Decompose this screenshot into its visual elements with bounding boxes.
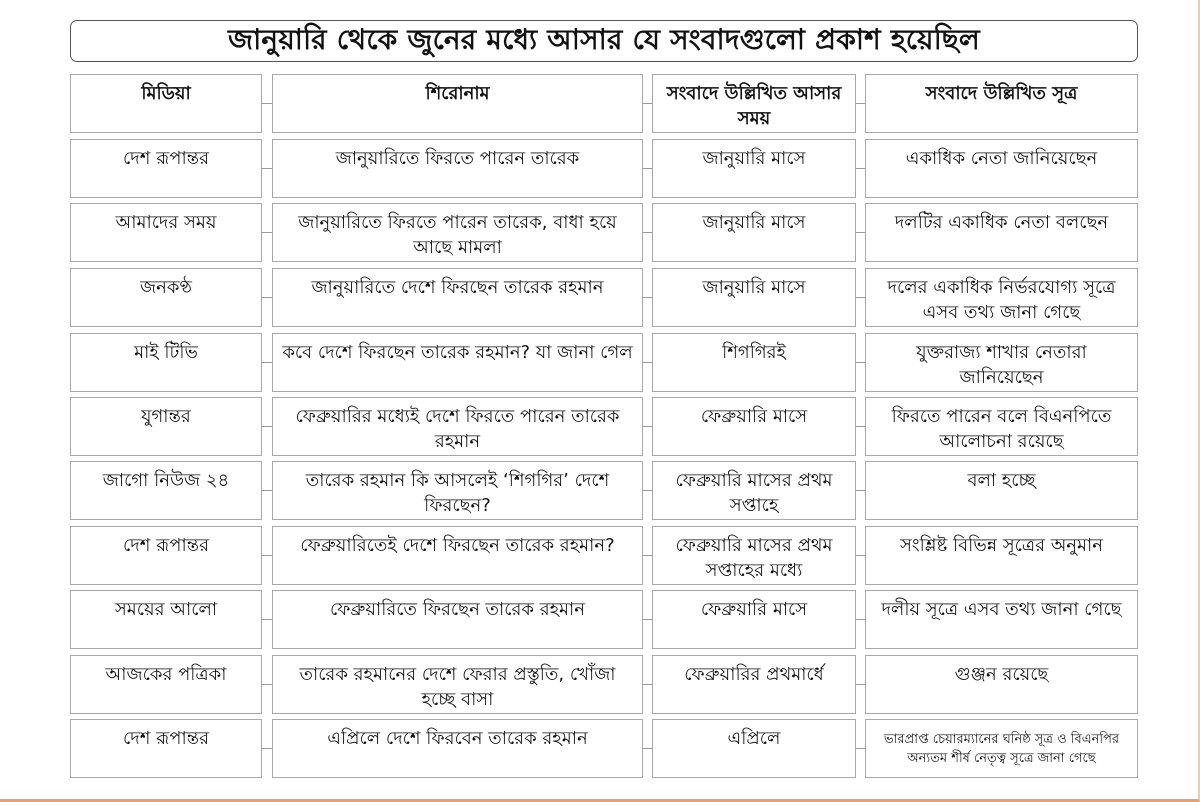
row-connector (643, 748, 652, 749)
table-cell-source: যুক্তরাজ্য শাখার নেতারা জানিয়েছেন (865, 333, 1138, 392)
table-cell-source: ফিরতে পারেন বলে বিএনপিতে আলোচনা রয়েছে (865, 397, 1138, 456)
table-cell-time: ফেব্রুয়ারি মাসের প্রথম সপ্তাহে (652, 461, 856, 520)
row-connector (856, 168, 865, 169)
column-header-source: সংবাদে উল্লিখিত সূত্র (865, 74, 1138, 133)
table-cell-headline: ফেব্রুয়ারিতে ফিরছেন তারেক রহমান (272, 590, 643, 649)
table-cell-source: দলের একাধিক নির্ভরযোগ্য সূত্রে এসব তথ্য জানা গেছে (865, 268, 1138, 327)
table-cell-time: ফেব্রুয়ারি মাসে (652, 397, 856, 456)
row-connector (262, 555, 272, 556)
row-connector (856, 103, 865, 104)
row-connector (856, 297, 865, 298)
table-cell-source: দলীয় সূত্রে এসব তথ্য জানা গেছে (865, 590, 1138, 649)
page-title: জানুয়ারি থেকে জুনের মধ্যে আসার যে সংবাদগুলো প্রকাশ হয়েছিল (70, 20, 1138, 62)
table-cell-time: ফেব্রুয়ারি মাসে (652, 590, 856, 649)
table-cell-headline: ফেব্রুয়ারির মধ্যেই দেশে ফিরতে পারেন তারেক রহমান (272, 397, 643, 456)
table-cell-media: জাগো নিউজ ২৪ (70, 461, 262, 520)
row-connector (643, 555, 652, 556)
column-header-headline: শিরোনাম (272, 74, 643, 133)
row-connector (643, 103, 652, 104)
row-connector (262, 748, 272, 749)
table-cell-time: জানুয়ারি মাসে (652, 139, 856, 198)
row-connector (262, 619, 272, 620)
row-connector (856, 362, 865, 363)
row-connector (643, 426, 652, 427)
table-cell-time: ফেব্রুয়ারি মাসের প্রথম সপ্তাহের মধ্যে (652, 526, 856, 585)
column-header-time: সংবাদে উল্লিখিত আসার সময় (652, 74, 856, 133)
table-cell-time: জানুয়ারি মাসে (652, 203, 856, 262)
row-connector (643, 619, 652, 620)
table-cell-headline: তারেক রহমান কি আসলেই ‘শিগগির’ দেশে ফিরছেন? (272, 461, 643, 520)
table-cell-time: ফেব্রুয়ারির প্রথমার্ধে (652, 655, 856, 714)
row-connector (856, 426, 865, 427)
row-connector (856, 232, 865, 233)
table-cell-media: দেশ রূপান্তর (70, 139, 262, 198)
table-cell-headline: ফেব্রুয়ারিতেই দেশে ফিরছেন তারেক রহমান? (272, 526, 643, 585)
column-header-media: মিডিয়া (70, 74, 262, 133)
table-cell-media: আমাদের সময় (70, 203, 262, 262)
table-cell-headline: তারেক রহমানের দেশে ফেরার প্রস্তুতি, খোঁজা হচ্ছে বাসা (272, 655, 643, 714)
table-cell-media: যুগান্তর (70, 397, 262, 456)
row-connector (856, 555, 865, 556)
row-connector (643, 362, 652, 363)
row-connector (262, 297, 272, 298)
table-cell-source: একাধিক নেতা জানিয়েছেন (865, 139, 1138, 198)
table-cell-source: গুঞ্জন রয়েছে (865, 655, 1138, 714)
row-connector (643, 168, 652, 169)
row-connector (856, 619, 865, 620)
table-cell-media: মাই টিভি (70, 333, 262, 392)
row-connector (262, 232, 272, 233)
table-cell-media: দেশ রূপান্তর (70, 526, 262, 585)
table-cell-headline: জানুয়ারিতে ফিরতে পারেন তারেক, বাধা হয়ে আছে মামলা (272, 203, 643, 262)
row-connector (856, 490, 865, 491)
row-connector (262, 426, 272, 427)
table-cell-headline: এপ্রিলে দেশে ফিরবেন তারেক রহমান (272, 719, 643, 778)
row-connector (643, 490, 652, 491)
row-connector (262, 684, 272, 685)
row-connector (262, 490, 272, 491)
row-connector (643, 297, 652, 298)
row-connector (856, 748, 865, 749)
table-cell-source: ভারপ্রাপ্ত চেয়ারম্যানের ঘনিষ্ঠ সূত্র ও বিএনপির অন্যতম শীর্ষ নেতৃত্ব সূত্রে জানা গেছে (865, 719, 1138, 778)
table-cell-time: জানুয়ারি মাসে (652, 268, 856, 327)
row-connector (262, 168, 272, 169)
table-cell-media: দেশ রূপান্তর (70, 719, 262, 778)
table-cell-time: এপ্রিলে (652, 719, 856, 778)
row-connector (262, 362, 272, 363)
table-cell-time: শিগগিরই (652, 333, 856, 392)
table-cell-headline: কবে দেশে ফিরছেন তারেক রহমান? যা জানা গেল (272, 333, 643, 392)
row-connector (643, 232, 652, 233)
table-cell-headline: জানুয়ারিতে ফিরতে পারেন তারেক (272, 139, 643, 198)
table-cell-source: সংশ্লিষ্ট বিভিন্ন সূত্রের অনুমান (865, 526, 1138, 585)
row-connector (262, 103, 272, 104)
row-connector (643, 684, 652, 685)
table-cell-source: দলটির একাধিক নেতা বলছেন (865, 203, 1138, 262)
table-cell-media: আজকের পত্রিকা (70, 655, 262, 714)
table-cell-headline: জানুয়ারিতে দেশে ফিরছেন তারেক রহমান (272, 268, 643, 327)
table-cell-media: সময়ের আলো (70, 590, 262, 649)
table-cell-media: জনকণ্ঠ (70, 268, 262, 327)
table-cell-source: বলা হচ্ছে (865, 461, 1138, 520)
row-connector (856, 684, 865, 685)
